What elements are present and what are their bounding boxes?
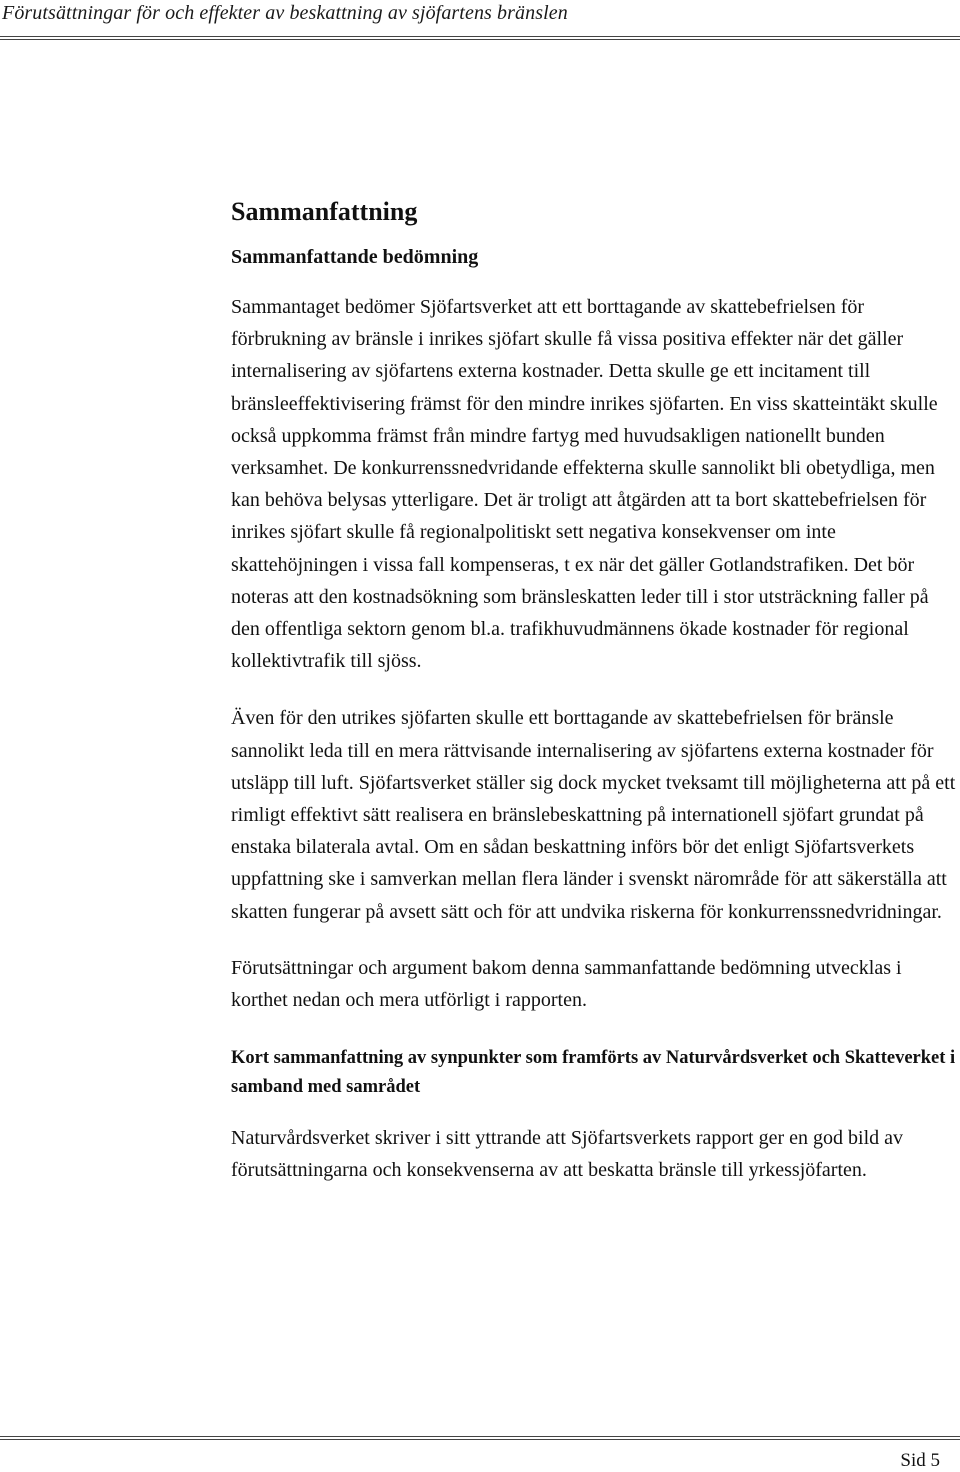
footer-divider [0,1436,960,1440]
body-paragraph-4: Naturvårdsverket skriver i sitt yttrande att Sjöfartsverkets rapport ger en god bild av förutsättningarna och konsekvenserna av att beskatta bränsle till yrkessjöfarten. [231,1127,904,1182]
section-heading: Sammanfattning [231,197,418,226]
page-number: Sid 5 [900,1450,940,1471]
header-divider [0,36,960,40]
running-header-title: Förutsättningar för och effekter av beskattning av sjöfartens bränslen [2,2,568,24]
body-paragraph-2: Även för den utrikes sjöfarten skulle ett borttagande av skattebefrielsen för bränsle sannolikt leda till en mera rättvisande internalisering av sjöfartens externa kostnader för utsläpp till luft. Sjöfartsverket ställer sig dock mycket tveksamt till möjligheterna att på ett rimligt effektivt sätt realisera en bränslebeskattning på internationell sjöfart grundat på enstaka bilaterala avtal. Om en sådan beskattning införs bör det enligt Sjöfartsverkets uppfattning ske i samverkan mellan flera länder i svenskt närområde för att säkerställa att skatten fungerar på avsett sätt och för att undvika riskerna för konkurrenssnedvridningar. [231,707,956,923]
document-body [231,196,957,1187]
body-paragraph-3: Förutsättningar och argument bakom denna sammanfattande bedömning utvecklas i korthet nedan och mera utförligt i rapporten. [231,956,902,1012]
subsection-heading: Sammanfattande bedömning [231,246,479,268]
body-paragraph-1: Sammantaget bedömer Sjöfartsverket att ett borttagande av skattebefrielsen för förbrukning av bränsle i inrikes sjöfart skulle få vissa positiva effekter när det gäller internalisering av sjöfartens externa kostnader. Detta skulle ge ett incitament till bränsleeffektivisering främst för den mindre inrikes sjöfarten. En viss skatteintäkt skulle också uppkomma främst från mindre fartyg med huvudsakligen nationellt bunden verksamhet. De konkurrenssnedvridande effekterna skulle sannolikt bli obetydliga, men kan behöva belysas ytterligare. Det är troligt att åtgärden att ta bort skattebefrielsen för inrikes sjöfart skulle få regionalpolitiskt sett negativa konsekvenser om inte skattehöjningen i vissa fall kompenseras, t ex när det gäller Gotlandstrafiken. Det bör noteras att den kostnadsökning som bränsleskatten leder till i stor utsträckning faller på den offentliga sektorn genom bl.a. trafikhuvudmännens ökade kostnader för regional kollektivtrafik till sjöss. [231,296,938,673]
subsection-heading-2: Kort sammanfattning av synpunkter som framförts av Naturvårdsverket och Skatteverket i samband med samrådet [231,1048,956,1097]
